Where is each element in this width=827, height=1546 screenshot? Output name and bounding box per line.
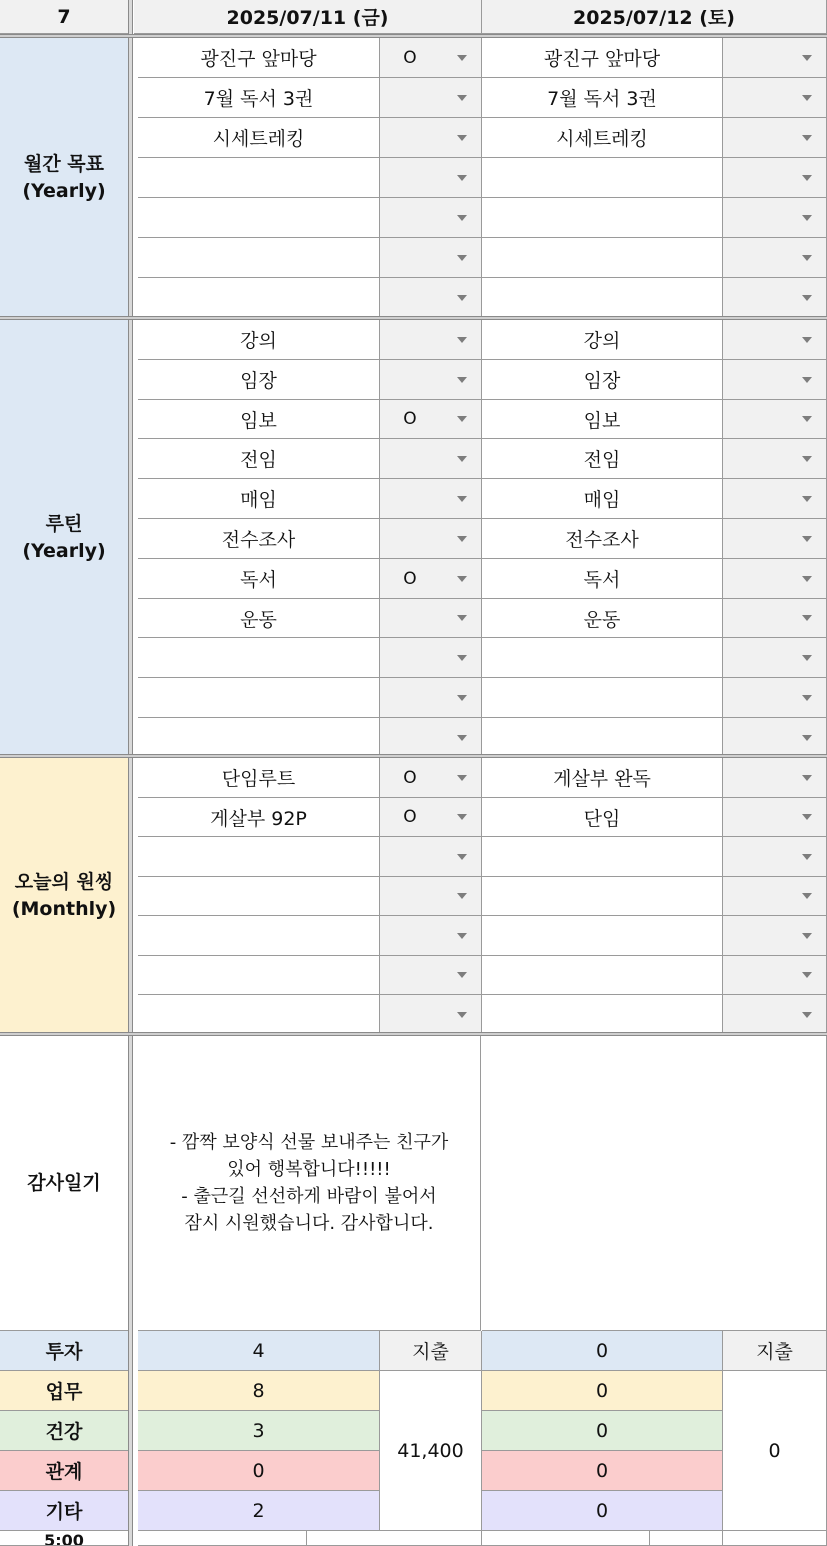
day2-invest-hours[interactable]: 0 [482, 1331, 723, 1371]
routines-day2-status-dropdown-8[interactable] [723, 599, 827, 638]
dropdown-arrow-icon[interactable] [457, 135, 467, 141]
dropdown-arrow-icon[interactable] [802, 735, 812, 741]
one-thing-category [0, 758, 129, 1034]
routines-day2-task-6[interactable]: 전수조사 [482, 519, 723, 559]
dropdown-arrow-icon[interactable] [457, 933, 467, 939]
routines-day2-status-dropdown-6[interactable] [723, 519, 827, 559]
onething-day1-task-1[interactable]: 단임루트 [138, 758, 380, 798]
check-mark: O [403, 767, 417, 788]
goals-day2-status-dropdown-1[interactable] [723, 38, 827, 78]
routines-day1-status-dropdown-9[interactable] [380, 638, 482, 678]
routines-day2-task-11[interactable] [482, 718, 723, 758]
routines-day2-status-dropdown-1[interactable] [723, 320, 827, 360]
day2-work-hours[interactable]: 0 [482, 1371, 723, 1411]
dropdown-arrow-icon[interactable] [457, 337, 467, 343]
dropdown-arrow-icon[interactable] [802, 215, 812, 221]
onething-day1-status-dropdown-1[interactable] [380, 758, 482, 798]
day2-relation-hours[interactable]: 0 [482, 1451, 723, 1491]
dropdown-arrow-icon[interactable] [802, 496, 812, 502]
onething-day2-status-dropdown-2[interactable] [723, 798, 827, 837]
dropdown-arrow-icon[interactable] [457, 255, 467, 261]
routines-day2-task-9[interactable] [482, 638, 723, 678]
routine-subtitle: (Yearly) [22, 539, 106, 562]
routine-category [0, 320, 129, 756]
dropdown-arrow-icon[interactable] [457, 456, 467, 462]
goals-day1-status-dropdown-5[interactable] [380, 198, 482, 238]
gratitude-title: 감사일기 [27, 1171, 101, 1194]
goals-day1-status-dropdown-2[interactable] [380, 78, 482, 118]
routines-day2-status-dropdown-11[interactable] [723, 718, 827, 758]
onething-day1-task-6[interactable] [138, 956, 380, 995]
dropdown-arrow-icon[interactable] [802, 377, 812, 383]
routines-day1-status-dropdown-5[interactable] [380, 479, 482, 519]
routines-day2-status-dropdown-9[interactable] [723, 638, 827, 678]
time-label-health: 건강 [0, 1411, 129, 1451]
dropdown-arrow-icon[interactable] [457, 615, 467, 621]
dropdown-arrow-icon[interactable] [457, 972, 467, 978]
routines-day2-task-5[interactable]: 매임 [482, 479, 723, 519]
dropdown-arrow-icon[interactable] [457, 95, 467, 101]
routines-day1-status-dropdown-11[interactable] [380, 718, 482, 758]
routines-day1-task-7[interactable]: 독서 [138, 559, 380, 599]
onething-day1-task-2[interactable]: 게살부 92P [138, 798, 380, 837]
dropdown-arrow-icon[interactable] [802, 1012, 812, 1018]
onething-day1-task-3[interactable] [138, 837, 380, 877]
routines-day1-task-1[interactable]: 강의 [138, 320, 380, 360]
routines-day1-status-dropdown-8[interactable] [380, 599, 482, 638]
onething-day1-status-dropdown-5[interactable] [380, 916, 482, 956]
gratitude-cell-day2[interactable] [482, 1036, 827, 1331]
check-mark: O [403, 568, 417, 589]
dropdown-arrow-icon[interactable] [802, 175, 812, 181]
routine-title: 루틴 [45, 512, 83, 535]
section-separator-onething [0, 1032, 827, 1036]
one-thing-title: 오늘의 원씽 [14, 870, 114, 893]
dropdown-arrow-icon[interactable] [457, 576, 467, 582]
dropdown-arrow-icon[interactable] [802, 655, 812, 661]
routines-day1-status-dropdown-2[interactable] [380, 360, 482, 400]
routines-day2-status-dropdown-10[interactable] [723, 678, 827, 718]
dropdown-arrow-icon[interactable] [802, 135, 812, 141]
onething-day2-task-5[interactable] [482, 916, 723, 956]
goals-day2-task-1[interactable]: 광진구 앞마당 [482, 38, 723, 78]
dropdown-arrow-icon[interactable] [457, 775, 467, 781]
header-separator [0, 34, 827, 38]
dropdown-arrow-icon[interactable] [802, 536, 812, 542]
dropdown-arrow-icon[interactable] [457, 175, 467, 181]
onething-day2-status-dropdown-1[interactable] [723, 758, 827, 798]
routines-day2-task-3[interactable]: 임보 [482, 400, 723, 439]
dropdown-arrow-icon[interactable] [802, 972, 812, 978]
day2-expense-label: 지출 [723, 1331, 827, 1371]
day1-time-slot-a[interactable] [138, 1531, 307, 1546]
gratitude-cell-day1[interactable] [138, 1036, 481, 1331]
dropdown-arrow-icon[interactable] [457, 536, 467, 542]
goals-day1-task-7[interactable] [138, 278, 380, 318]
day2-time-slot-b[interactable] [650, 1531, 723, 1546]
day2-time-slot-a[interactable] [482, 1531, 650, 1546]
routines-day1-task-6[interactable]: 전수조사 [138, 519, 380, 559]
dropdown-arrow-icon[interactable] [802, 416, 812, 422]
day2-etc-hours[interactable]: 0 [482, 1491, 723, 1531]
monthly-goal-category [0, 38, 129, 318]
day2-time-slot-c[interactable] [723, 1531, 827, 1546]
routines-day1-status-dropdown-7[interactable] [380, 559, 482, 599]
onething-day2-status-dropdown-4[interactable] [723, 877, 827, 916]
routines-day1-task-3[interactable]: 임보 [138, 400, 380, 439]
goals-day2-task-2[interactable]: 7월 독서 3권 [482, 78, 723, 118]
routines-day2-task-10[interactable] [482, 678, 723, 718]
dropdown-arrow-icon[interactable] [802, 255, 812, 261]
goals-day2-status-dropdown-5[interactable] [723, 198, 827, 238]
dropdown-arrow-icon[interactable] [457, 735, 467, 741]
date-header-day2[interactable]: 2025/07/12 (토) [482, 0, 827, 34]
check-mark: O [403, 47, 417, 68]
onething-day1-task-4[interactable] [138, 877, 380, 916]
onething-day2-task-4[interactable] [482, 877, 723, 916]
goals-day1-task-2[interactable]: 7월 독서 3권 [138, 78, 380, 118]
monthly-goal-title: 월간 목표 [23, 152, 105, 175]
dropdown-arrow-icon[interactable] [802, 576, 812, 582]
day1-work-hours[interactable]: 8 [138, 1371, 380, 1411]
goals-day2-status-dropdown-3[interactable] [723, 118, 827, 158]
day1-expense-value[interactable]: 41,400 [380, 1371, 482, 1531]
dropdown-arrow-icon[interactable] [457, 377, 467, 383]
column-separator [128, 0, 133, 1546]
dropdown-arrow-icon[interactable] [457, 55, 467, 61]
onething-day2-task-6[interactable] [482, 956, 723, 995]
onething-day2-status-dropdown-3[interactable] [723, 837, 827, 877]
goals-day2-status-dropdown-2[interactable] [723, 78, 827, 118]
dropdown-arrow-icon[interactable] [457, 416, 467, 422]
routines-day1-status-dropdown-6[interactable] [380, 519, 482, 559]
onething-day2-status-dropdown-6[interactable] [723, 956, 827, 995]
goals-day1-status-dropdown-6[interactable] [380, 238, 482, 278]
goals-day1-status-dropdown-4[interactable] [380, 158, 482, 198]
routines-day2-status-dropdown-3[interactable] [723, 400, 827, 439]
routines-day1-task-4[interactable]: 전임 [138, 439, 380, 479]
onething-day2-status-dropdown-5[interactable] [723, 916, 827, 956]
dropdown-arrow-icon[interactable] [457, 695, 467, 701]
onething-day2-task-1[interactable]: 게살부 완독 [482, 758, 723, 798]
onething-day1-status-dropdown-4[interactable] [380, 877, 482, 916]
time-label-etc: 기타 [0, 1491, 129, 1531]
one-thing-subtitle: (Monthly) [11, 897, 117, 920]
goals-day1-task-6[interactable] [138, 238, 380, 278]
routines-day2-task-8[interactable]: 운동 [482, 599, 723, 638]
dropdown-arrow-icon[interactable] [457, 1012, 467, 1018]
check-mark: O [403, 409, 417, 429]
goals-day1-task-1[interactable]: 광진구 앞마당 [138, 38, 380, 78]
goals-day1-task-5[interactable] [138, 198, 380, 238]
onething-day1-status-dropdown-7[interactable] [380, 995, 482, 1035]
routines-day1-task-5[interactable]: 매임 [138, 479, 380, 519]
dropdown-arrow-icon[interactable] [457, 655, 467, 661]
routines-day1-status-dropdown-4[interactable] [380, 439, 482, 479]
time-label-invest: 투자 [0, 1331, 129, 1371]
dropdown-arrow-icon[interactable] [802, 814, 812, 820]
section-separator-goals [0, 316, 827, 320]
onething-day1-task-7[interactable] [138, 995, 380, 1035]
dropdown-arrow-icon[interactable] [802, 295, 812, 301]
monthly-goal-subtitle: (Yearly) [22, 179, 106, 202]
day1-relation-hours[interactable]: 0 [138, 1451, 380, 1491]
goals-day2-status-dropdown-4[interactable] [723, 158, 827, 198]
onething-day1-status-dropdown-2[interactable] [380, 798, 482, 837]
dropdown-arrow-icon[interactable] [802, 854, 812, 860]
routines-day2-task-1[interactable]: 강의 [482, 320, 723, 360]
section-separator-routine [0, 754, 827, 758]
dropdown-arrow-icon[interactable] [457, 295, 467, 301]
dropdown-arrow-icon[interactable] [802, 933, 812, 939]
routines-day2-task-7[interactable]: 독서 [482, 559, 723, 599]
goals-day2-task-3[interactable]: 시세트레킹 [482, 118, 723, 158]
onething-day1-task-5[interactable] [138, 916, 380, 956]
goals-day2-task-4[interactable] [482, 158, 723, 198]
dropdown-arrow-icon[interactable] [802, 615, 812, 621]
dropdown-arrow-icon[interactable] [802, 456, 812, 462]
week-number-cell[interactable]: 7 [0, 0, 129, 34]
routines-day2-task-2[interactable]: 임장 [482, 360, 723, 400]
routines-day1-status-dropdown-1[interactable] [380, 320, 482, 360]
day1-health-hours[interactable]: 3 [138, 1411, 380, 1451]
day1-invest-hours[interactable]: 4 [138, 1331, 380, 1371]
gratitude-category [0, 1036, 129, 1331]
dropdown-arrow-icon[interactable] [802, 95, 812, 101]
dropdown-arrow-icon[interactable] [802, 775, 812, 781]
onething-day2-task-7[interactable] [482, 995, 723, 1035]
gratitude-text-day1: - 깜짝 보양식 선물 보내주는 친구가 있어 행복합니다!!!!! - 출근길 선선하게 바람이 불어서 잠시 시원했습니다. 감사합니다. [169, 1132, 449, 1234]
onething-day1-status-dropdown-6[interactable] [380, 956, 482, 995]
onething-day2-task-2[interactable]: 단임 [482, 798, 723, 837]
routines-day1-task-10[interactable] [138, 678, 380, 718]
day2-health-hours[interactable]: 0 [482, 1411, 723, 1451]
goals-day1-task-3[interactable]: 시세트레킹 [138, 118, 380, 158]
day2-expense-value[interactable]: 0 [723, 1371, 827, 1531]
dropdown-arrow-icon[interactable] [802, 695, 812, 701]
routines-day1-status-dropdown-10[interactable] [380, 678, 482, 718]
onething-day1-status-dropdown-3[interactable] [380, 837, 482, 877]
goals-day2-task-6[interactable] [482, 238, 723, 278]
dropdown-arrow-icon[interactable] [457, 496, 467, 502]
routines-day1-task-11[interactable] [138, 718, 380, 758]
dropdown-arrow-icon[interactable] [457, 854, 467, 860]
routines-day2-status-dropdown-7[interactable] [723, 559, 827, 599]
dropdown-arrow-icon[interactable] [457, 814, 467, 820]
routines-day2-status-dropdown-4[interactable] [723, 439, 827, 479]
routines-day1-task-2[interactable]: 임장 [138, 360, 380, 400]
day1-time-slot-b[interactable] [307, 1531, 482, 1546]
time-label-relation: 관계 [0, 1451, 129, 1491]
dropdown-arrow-icon[interactable] [802, 55, 812, 61]
time-label-work: 업무 [0, 1371, 129, 1411]
routines-day1-status-dropdown-3[interactable] [380, 400, 482, 439]
goals-day2-status-dropdown-6[interactable] [723, 238, 827, 278]
goals-day1-status-dropdown-3[interactable] [380, 118, 482, 158]
goals-day2-status-dropdown-7[interactable] [723, 278, 827, 318]
routines-day2-task-4[interactable]: 전임 [482, 439, 723, 479]
day1-etc-hours[interactable]: 2 [138, 1491, 380, 1531]
day1-expense-label: 지출 [380, 1331, 482, 1371]
routines-day2-status-dropdown-2[interactable] [723, 360, 827, 400]
routines-day2-status-dropdown-5[interactable] [723, 479, 827, 519]
onething-day2-task-3[interactable] [482, 837, 723, 877]
goals-day1-status-dropdown-7[interactable] [380, 278, 482, 318]
goals-day2-task-7[interactable] [482, 278, 723, 318]
time-slot-label: 5:00 [0, 1531, 129, 1546]
routines-day1-task-9[interactable] [138, 638, 380, 678]
dropdown-arrow-icon[interactable] [802, 337, 812, 343]
dropdown-arrow-icon[interactable] [457, 215, 467, 221]
routines-day1-task-8[interactable]: 운동 [138, 599, 380, 638]
goals-day1-task-4[interactable] [138, 158, 380, 198]
dropdown-arrow-icon[interactable] [802, 893, 812, 899]
dropdown-arrow-icon[interactable] [457, 893, 467, 899]
date-header-day1[interactable]: 2025/07/11 (금) [134, 0, 482, 34]
check-mark: O [403, 807, 417, 827]
onething-day2-status-dropdown-7[interactable] [723, 995, 827, 1035]
goals-day2-task-5[interactable] [482, 198, 723, 238]
goals-day1-status-dropdown-1[interactable] [380, 38, 482, 78]
